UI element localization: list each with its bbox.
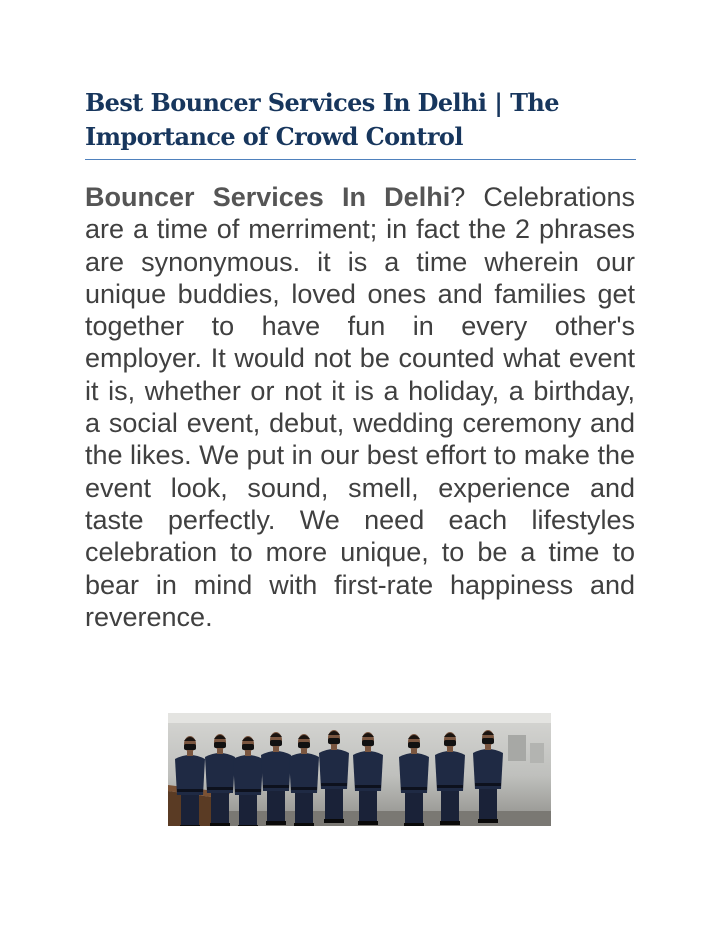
- body-text: ? Celebrations are a time of merriment; in fact the 2 phrases are synonymous. it is a time wherein our unique buddies, loved ones and families get together to have fun in every other's employer. It would not be counted what event it is, whether or not it is a holiday, a birthday, a social event, debut, wedding ceremony and the likes. We put in our best effort to make the event look, sound, smell, experience and taste perfectly. We need each lifestyles celebration to more unique, to be a time to bear in mind with first-rate happiness and reverence.: [85, 182, 635, 632]
- lead-phrase: Bouncer Services In Delhi: [85, 182, 451, 212]
- body-paragraph: [85, 181, 635, 633]
- bouncer-team-photo: [168, 713, 551, 826]
- title-divider: [85, 159, 636, 160]
- page-title: Best Bouncer Services In Delhi | The Importance of Crowd Control: [85, 88, 559, 151]
- bouncer-team-image: [168, 713, 551, 826]
